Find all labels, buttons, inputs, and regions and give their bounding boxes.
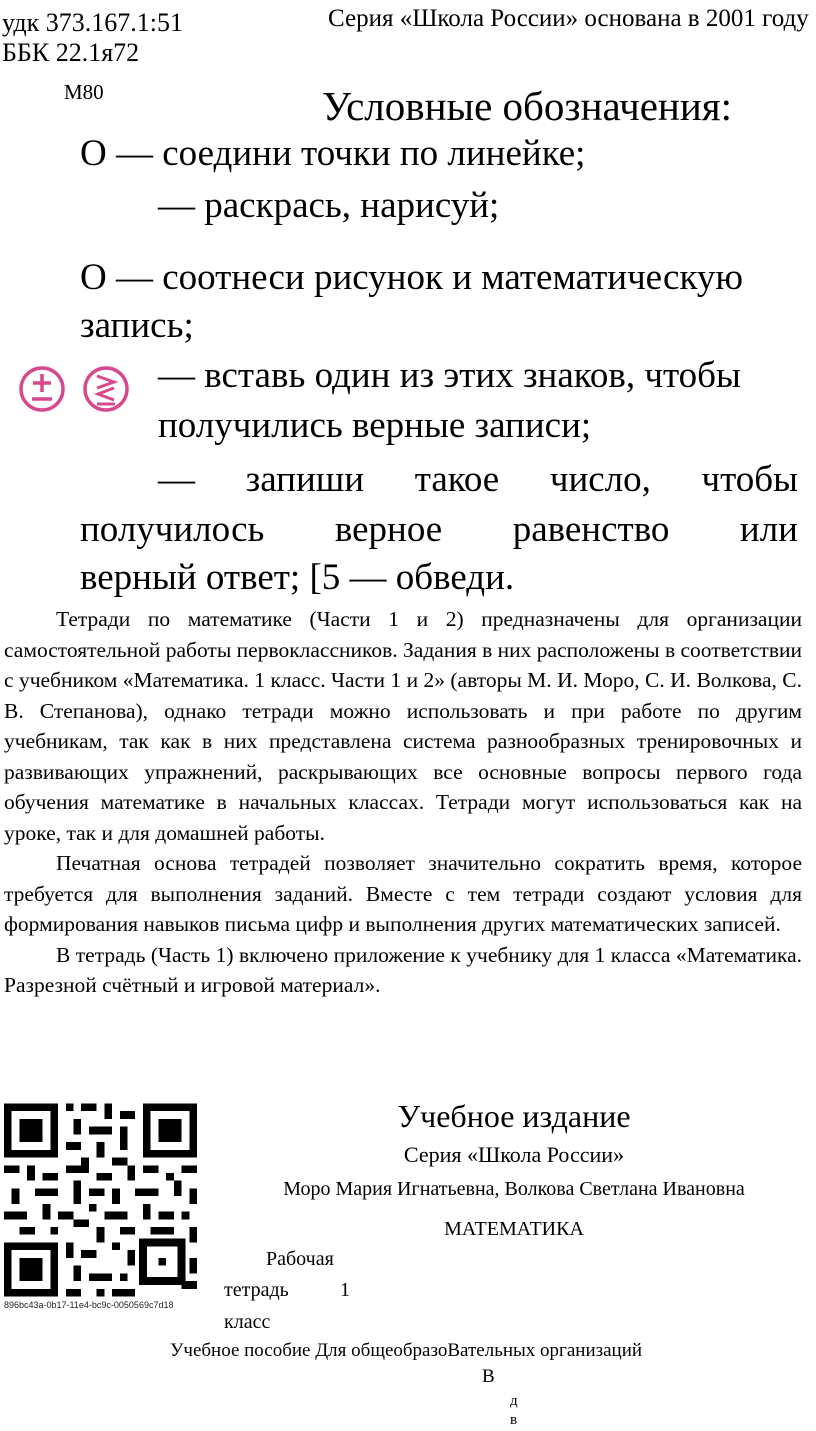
grade-number: 1 — [340, 1279, 350, 1301]
manual-type: Учебное пособие Для общеобразоВательных организаций — [169, 1340, 643, 1361]
legend-word: или — [739, 509, 798, 550]
description-text — [4, 604, 802, 1001]
subject-title: МАТЕМАТИКА — [444, 1218, 584, 1240]
tail-letter-1: В — [482, 1366, 495, 1387]
edition-type: Учебное издание — [397, 1098, 631, 1134]
udk-code: удк 373.167.1:51 — [2, 8, 183, 37]
legend-word: число, — [549, 459, 651, 500]
legend-line-match-cont: запись; — [80, 305, 194, 346]
grade-label: класс — [224, 1311, 271, 1333]
tail-letter-2: д — [510, 1393, 518, 1409]
plus-minus-circle-icon — [18, 365, 66, 413]
workbook-label: Рабочая — [266, 1248, 334, 1270]
authors: Моро Мария Игнатьевна, Волкова Светлана Ивановна — [283, 1178, 745, 1200]
paragraph-purpose: Тетради по математике (Части 1 и 2) предназначены для организации самостоятельной работы первоклассников. Задания в них расположены в соответствии с учебником «Математика. 1 класс. Части 1 и 2» (авторы М. И. Моро, С. И. Волкова, С. В. Степанова), однако тетради можно использовать и при работе по другим учебникам, так как в них представлена система разнообразных тренировочных и развивающих упражнений, раскрывающих все основные вопросы первого года обучения математике в начальных классах. Тетради могут использоваться как на уроке, так и для домашней работы. — [4, 607, 802, 845]
legend-word: получилось — [80, 509, 265, 550]
legend-line-write-cont — [80, 508, 798, 552]
legend-word: — — [158, 459, 195, 500]
tail-letter-3: в — [510, 1412, 518, 1428]
qr-code — [4, 1102, 197, 1298]
legend-word: запиши — [245, 459, 365, 500]
legend-word: такое — [414, 459, 500, 500]
legend-line-signs-cont: получились верные записи; — [158, 405, 592, 446]
legend-line-write — [158, 458, 798, 502]
bbk-code: ББК 22.1я72 — [2, 38, 140, 67]
compare-signs-circle-icon — [82, 365, 130, 413]
legend-word: равенство — [512, 509, 670, 550]
legend-line-match: О — соотнеси рисунок и математическую — [80, 257, 744, 298]
legend-word: чтобы — [701, 459, 798, 500]
series-note: Серия «Школа России» основана в 2001 году — [328, 5, 809, 32]
legend-line-signs: — вставь один из этих знаков, чтобы — [158, 355, 741, 396]
workbook-label-2: тетрадь — [224, 1279, 289, 1301]
legend-line-color: — раскрась, нарисуй; — [158, 185, 500, 226]
legend-title: Условные обозначения: — [322, 83, 733, 129]
legend-line-circle: верный ответ; [5 — обведи. — [80, 557, 515, 598]
paragraph-appendix: В тетрадь (Часть 1) включено приложение к учебнику для 1 класса «Математика. Разрезной счётный и игровой материал». — [4, 942, 802, 997]
paragraph-printed-base: Печатная основа тетрадей позволяет значительно сократить время, которое требуется для выполнения заданий. Вместе с тем тетради создают условия для формирования навыков письма цифр и выполнения других математических записей. — [4, 851, 802, 936]
series-name: Серия «Школа России» — [403, 1142, 625, 1167]
legend-line-connect: О — соедини точки по линейке; — [80, 133, 586, 174]
author-sign-code: М80 — [64, 80, 104, 104]
legend-word: верное — [334, 509, 443, 550]
qr-caption: 896bc43a-0b17-11e4-bc9c-0050569c7d18 — [4, 1300, 174, 1310]
